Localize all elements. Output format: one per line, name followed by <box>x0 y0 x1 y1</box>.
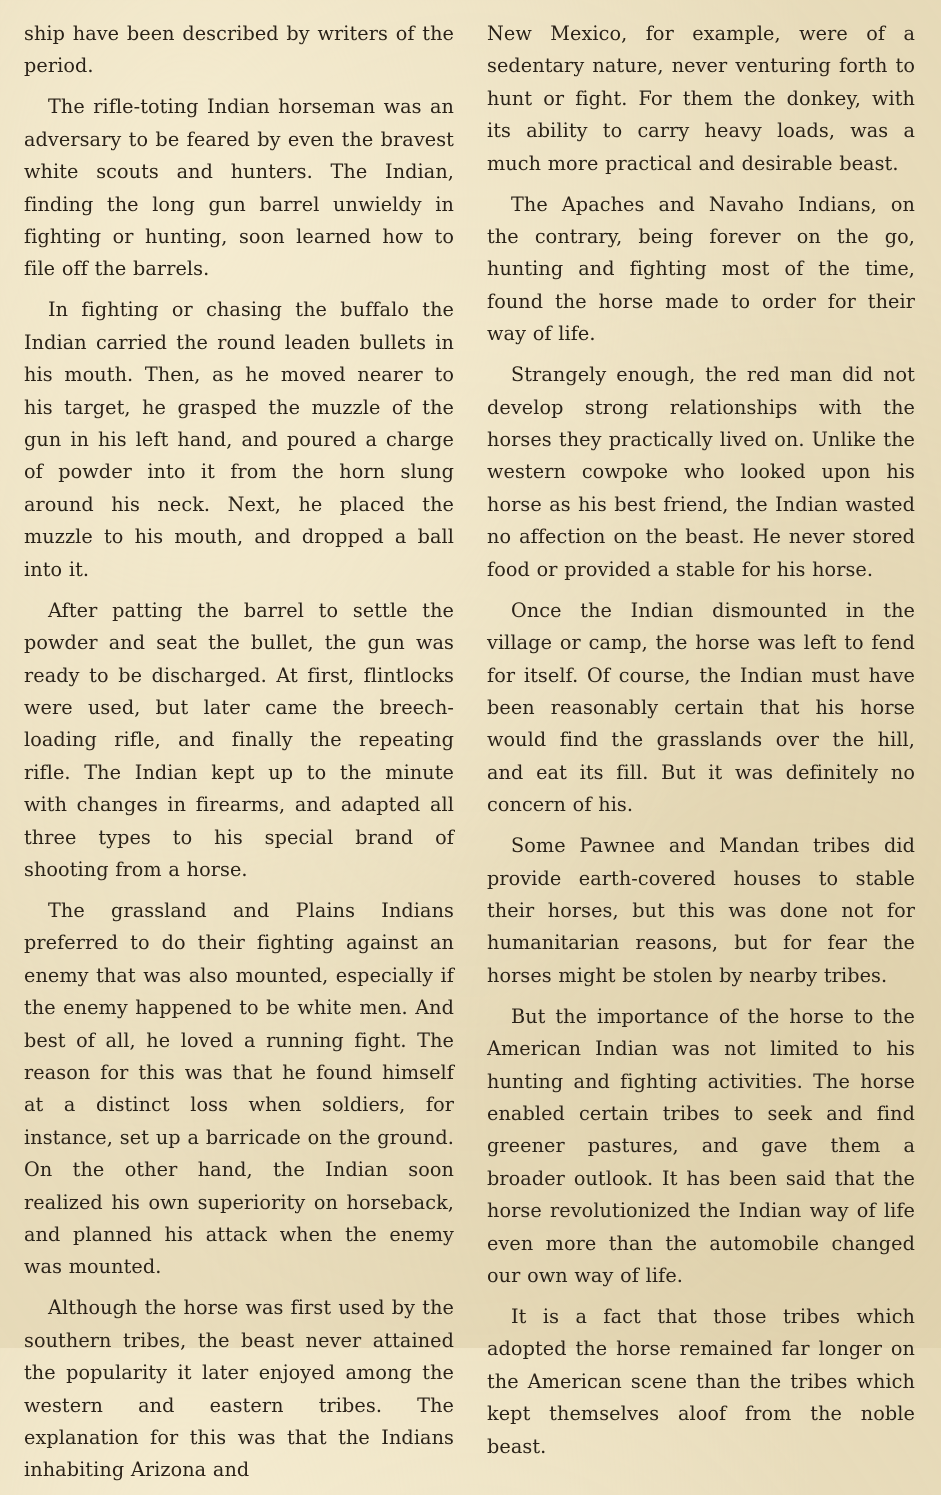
paragraph: But the importance of the horse to the American Indian was not limited to his hunting and fighting activities. The horse enabled certain tribes to seek and find greener pastures, and gave them a broader outlook. It has been said that the horse revolutionized the Indian way of life even more than the automobile changed our own way of life. <box>487 1004 915 1287</box>
paragraph: Once the Indian dismounted in the village or camp, the horse was left to fend for itself. Of course, the Indian must have been reasonably certain that his horse would find the grasslands over the hill, and eat its fill. But it was definitely no concern of his. <box>487 598 915 817</box>
paragraph: ship have been described by writers of the period. <box>24 22 454 78</box>
left-text-column <box>24 18 454 1495</box>
paragraph: Although the horse was first used by the southern tribes, the beast never attained the popularity it later enjoyed among the western and eastern tribes. The explanation for this was that the Indians inhabiting Arizona and <box>24 1296 454 1482</box>
paragraph: Some Pawnee and Mandan tribes did provide earth-covered houses to stable their horses, but this was done not for humanitarian reasons, but for fear the horses might be stolen by nearby tribes. <box>487 834 915 987</box>
paragraph: New Mexico, for example, were of a sedentary nature, never venturing forth to hunt or fight. For them the donkey, with its ability to carry heavy loads, was a much more practical and desirable beast. <box>487 22 915 175</box>
paragraph: Strangely enough, the red man did not develop strong relationships with the horses they practically lived on. Unlike the western cowpoke who looked upon his horse as his best friend, the Indian wasted no affection on the beast. He never stored food or provided a stable for his horse. <box>487 363 915 581</box>
paragraph: It is a fact that those tribes which adopted the horse remained far longer on the American scene than the tribes which kept themselves aloof from the noble beast. <box>487 1305 915 1458</box>
column-gutter <box>469 0 470 1348</box>
paragraph: The grassland and Plains Indians preferred to do their fighting against an enemy that was also mounted, especially if the enemy happened to be white men. And best of all, he loved a running fight. The reason for this was that he found himself at a distinct loss when soldiers, for instance, set up a barricade on the ground. On the other hand, the Indian soon realized his own superiority on horseback, and planned his attack when the enemy was mounted. <box>24 898 454 1279</box>
paragraph: The rifle-toting Indian horseman was an adversary to be feared by even the bravest white scouts and hunters. The Indian, finding the long gun barrel unwieldy in fighting or hunting, soon learned how to file off the barrels. <box>24 95 454 281</box>
right-text-column <box>487 18 915 1472</box>
paragraph: After patting the barrel to settle the powder and seat the bullet, the gun was ready to be discharged. At first, flintlocks were used, but later came the breech-loading rifle, and finally the repeating rifle. The Indian kept up to the minute with changes in firearms, and adapted all three types to his special brand of shooting from a horse. <box>24 598 454 881</box>
paragraph: The Apaches and Navaho Indians, on the contrary, being forever on the go, hunting and fighting most of the time, found the horse made to order for their way of life. <box>487 192 915 346</box>
paragraph: In fighting or chasing the buffalo the Indian carried the round leaden bullets in his mouth. Then, as he moved nearer to his target, he grasped the muzzle of the gun in his left hand, and poured a charge of powder into it from the horn slung around his neck. Next, he placed the muzzle to his mouth, and dropped a ball into it. <box>24 298 454 581</box>
